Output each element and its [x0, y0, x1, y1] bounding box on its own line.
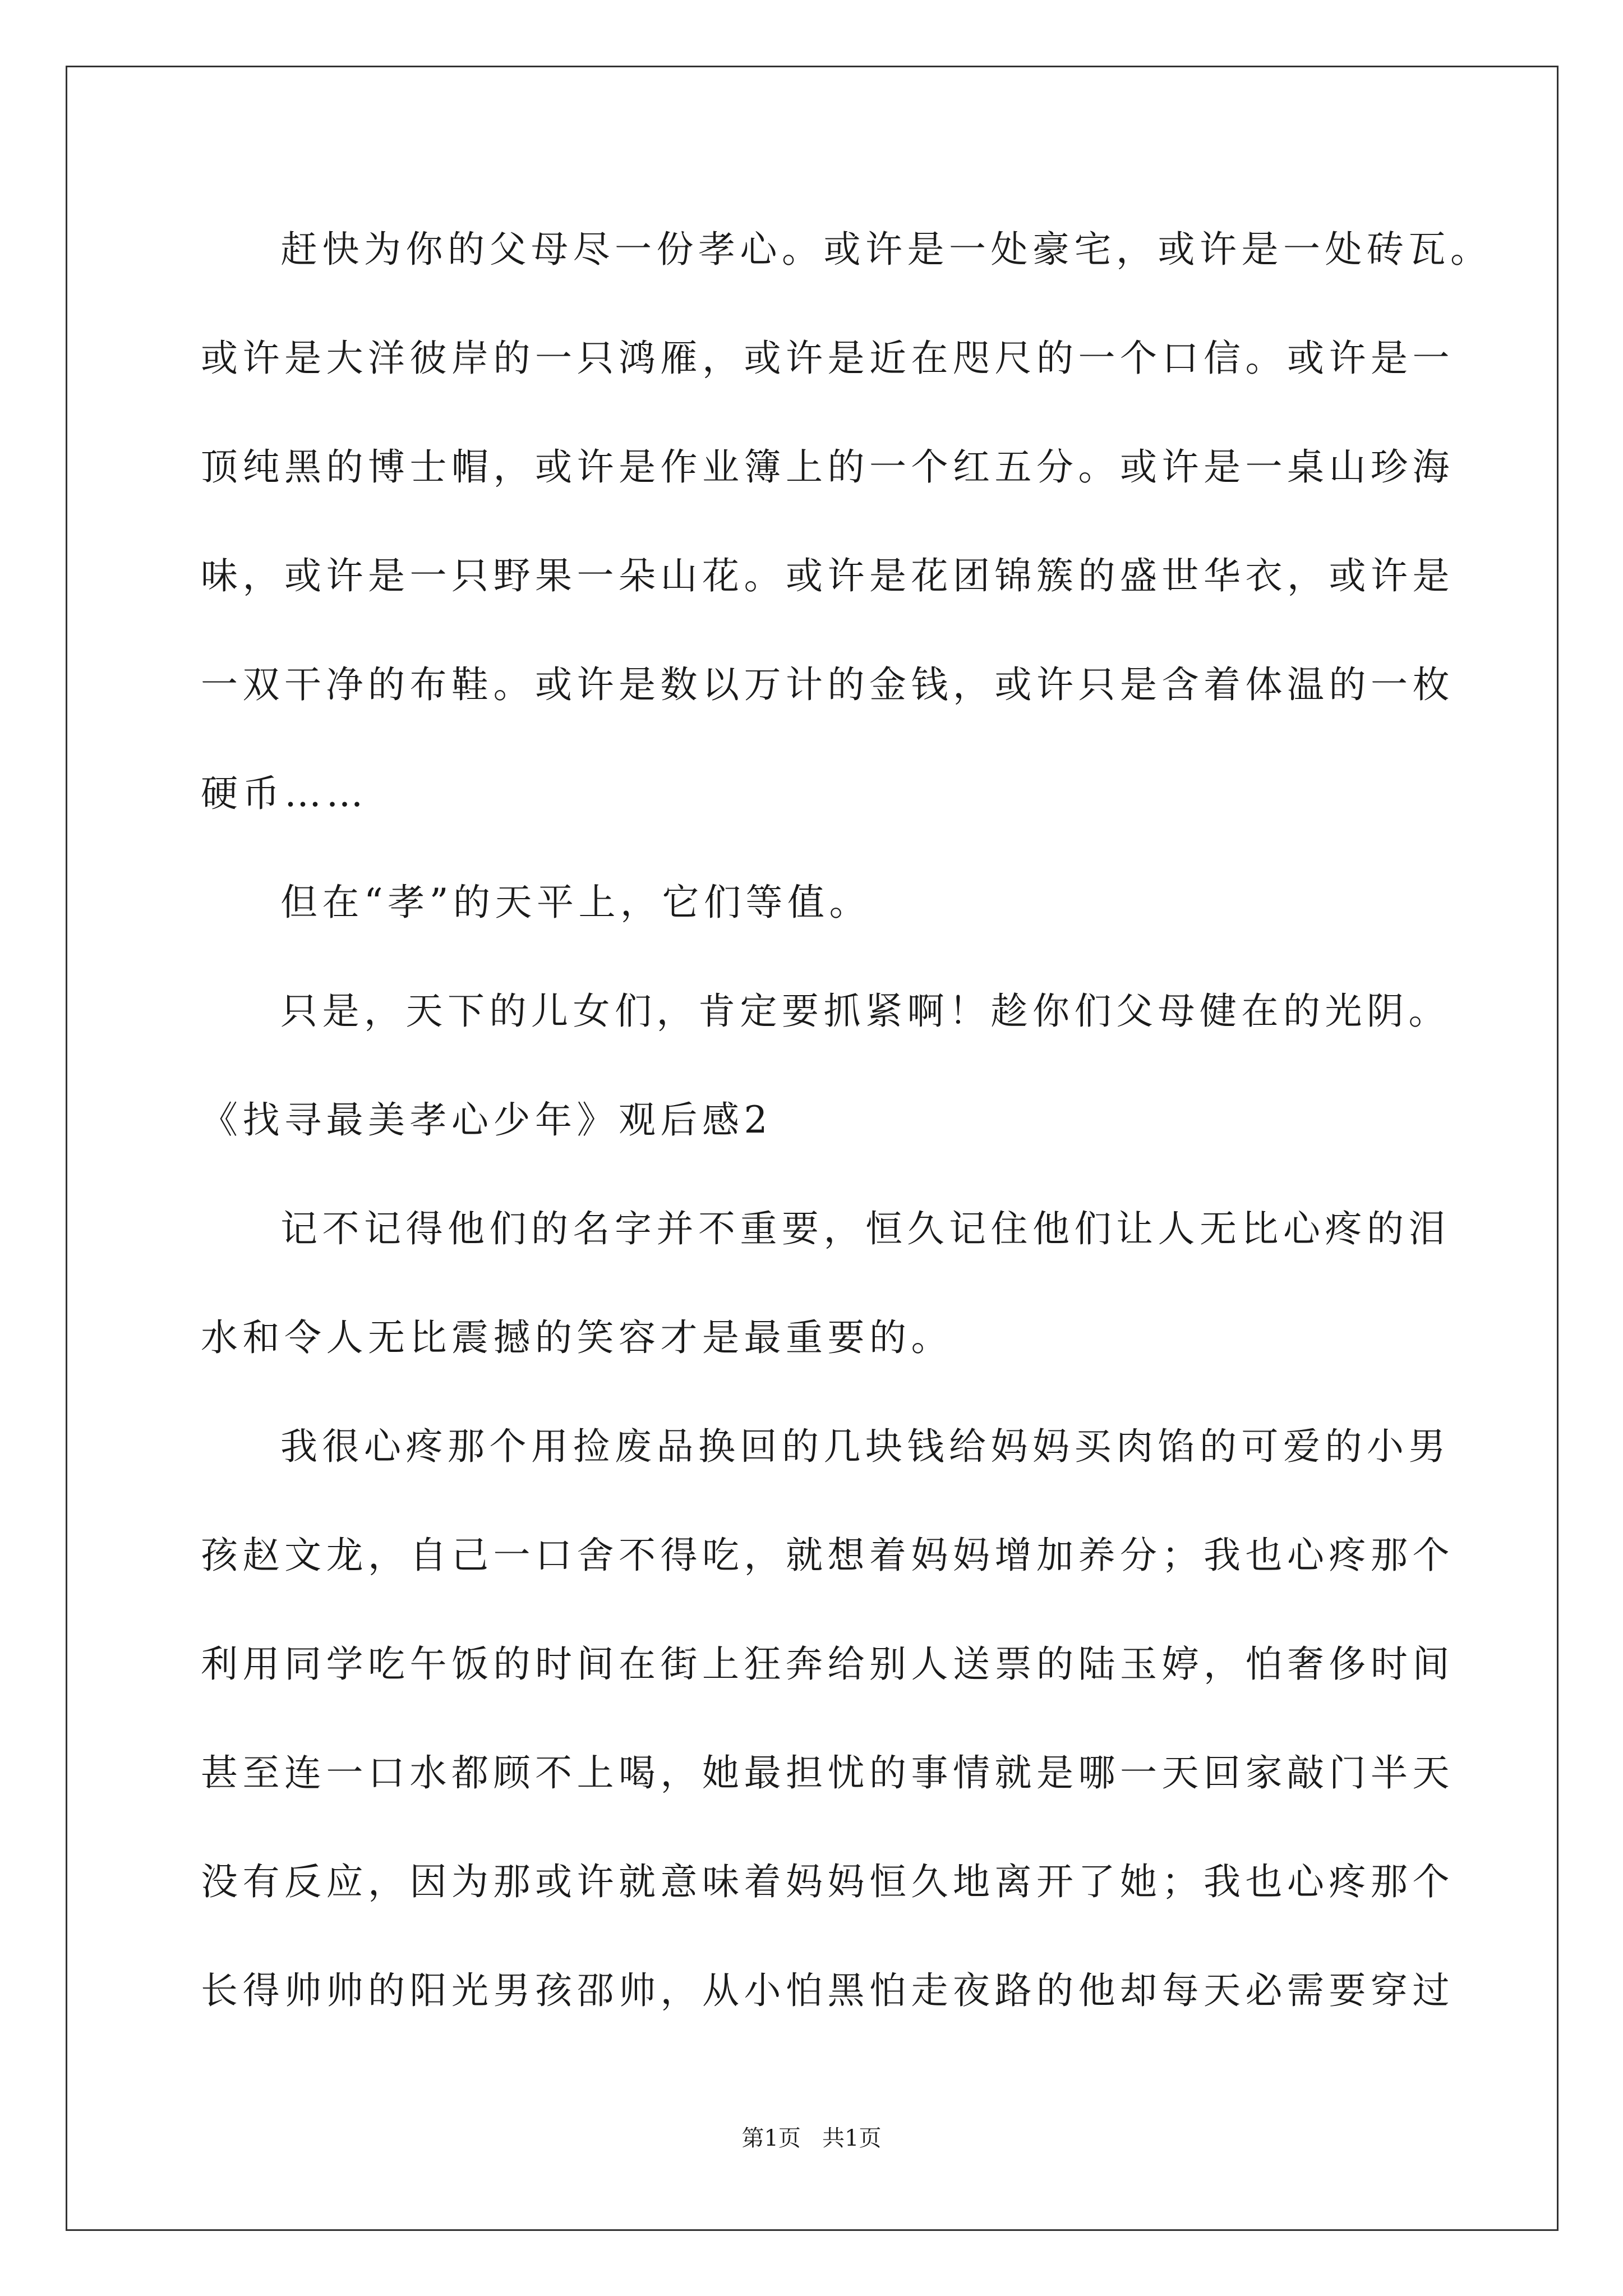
text-line: 硬币…… — [201, 772, 368, 815]
text-line: 没有反应，因为那或许就意味着妈妈恒久地离开了她；我也心疼那个 — [201, 1860, 1454, 1903]
text-line: 记不记得他们的名字并不重要，恒久记住他们让人无比心疼的泪 — [280, 1207, 1450, 1250]
section-heading: 《找寻最美孝心少年》观后感2 — [201, 1098, 772, 1142]
text-line: 顶纯黑的博士帽，或许是作业簿上的一个红五分。或许是一桌山珍海 — [201, 445, 1454, 489]
page-footer: 第1页 共1页 — [741, 2125, 882, 2151]
text-line: 我很心疼那个用捡废品换回的几块钱给妈妈买肉馅的可爱的小男 — [280, 1425, 1450, 1468]
text-line: 甚至连一口水都顾不上喝，她最担忧的事情就是哪一天回家敲门半天 — [201, 1751, 1454, 1795]
text-line: 利用同学吃午饭的时间在街上狂奔给别人送票的陆玉婷，怕奢侈时间 — [201, 1642, 1454, 1686]
text-line: 但在“孝”的天平上，它们等值。 — [280, 881, 871, 924]
text-line: 味，或许是一只野果一朵山花。或许是花团锦簇的盛世华衣，或许是 — [201, 554, 1454, 597]
page-border — [66, 66, 1559, 2231]
text-line: 孩赵文龙，自己一口舍不得吃，就想着妈妈增加养分；我也心疼那个 — [201, 1534, 1454, 1577]
text-line: 一双干净的布鞋。或许是数以万计的金钱，或许只是含着体温的一枚 — [201, 663, 1454, 706]
text-line: 长得帅帅的阳光男孩邵帅，从小怕黑怕走夜路的他却每天必需要穿过 — [201, 1969, 1454, 2012]
text-line: 水和令人无比震撼的笑容才是最重要的。 — [201, 1316, 953, 1359]
text-line: 只是，天下的儿女们，肯定要抓紧啊！趁你们父母健在的光阴。 — [280, 990, 1450, 1033]
text-line: 或许是大洋彼岸的一只鸿雁，或许是近在咫尺的一个口信。或许是一 — [201, 337, 1454, 380]
text-line: 赶快为你的父母尽一份孝心。或许是一处豪宅，或许是一处砖瓦。 — [280, 228, 1492, 271]
